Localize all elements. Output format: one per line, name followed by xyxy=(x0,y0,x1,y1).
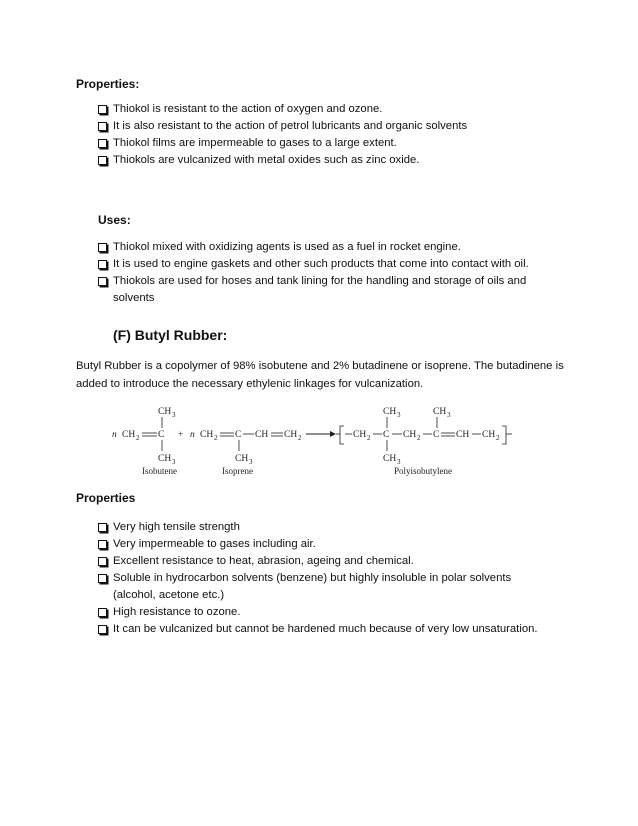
list-item: Excellent resistance to heat, abrasion, ageing and chemical. xyxy=(98,553,568,570)
svg-text:CH: CH xyxy=(433,407,447,417)
butyl-rubber-paragraph: Butyl Rubber is a copolymer of 98% isobutene and 2% butadinene or isoprene. The butadinene is added to introduce the necessary ethylenic linkages for vulcanization. xyxy=(76,360,564,390)
checkbox-bullet-icon xyxy=(98,574,107,583)
list-item: Thiokol films are impermeable to gases to a large extent. xyxy=(98,135,467,152)
svg-text:n: n xyxy=(112,430,117,440)
svg-text:C: C xyxy=(158,430,165,440)
svg-text:2: 2 xyxy=(136,434,140,442)
isobutene-label: Isobutene xyxy=(142,466,177,476)
list-item: Thiokol mixed with oxidizing agents is used as a fuel in rocket engine. xyxy=(98,239,558,256)
list-item: Very impermeable to gases including air. xyxy=(98,536,568,553)
butyl-properties-list xyxy=(98,519,568,638)
isoprene-label: Isoprene xyxy=(222,466,253,476)
svg-text:3: 3 xyxy=(172,411,176,419)
svg-text:CH: CH xyxy=(235,454,249,464)
checkbox-bullet-icon xyxy=(98,260,107,269)
list-item: Thiokols are used for hoses and tank lining for the handling and storage of oils and solvents xyxy=(98,273,543,307)
svg-text:CH: CH xyxy=(200,430,214,440)
list-item: It is also resistant to the action of petrol lubricants and organic solvents xyxy=(98,118,467,135)
svg-text:3: 3 xyxy=(397,458,401,466)
svg-text:3: 3 xyxy=(397,411,401,419)
polyisobutylene-label: Polyisobutylene xyxy=(394,466,452,476)
list-item: Soluble in hydrocarbon solvents (benzene) but highly insoluble in polar solvents (alcohol, acetone etc.) xyxy=(98,570,533,604)
svg-text:2: 2 xyxy=(367,434,371,442)
svg-text:CH: CH xyxy=(482,430,496,440)
svg-text:CH: CH xyxy=(383,454,397,464)
list-item: It is used to engine gaskets and other such products that come into contact with oil. xyxy=(98,256,558,273)
checkbox-bullet-icon xyxy=(98,122,107,131)
svg-text:2: 2 xyxy=(417,434,421,442)
checkbox-bullet-icon xyxy=(98,540,107,549)
list-item: Very high tensile strength xyxy=(98,519,568,536)
checkbox-bullet-icon xyxy=(98,105,107,114)
svg-text:CH: CH xyxy=(122,430,136,440)
butyl-properties-heading: Properties xyxy=(76,491,136,505)
svg-text:3: 3 xyxy=(447,411,451,419)
checkbox-bullet-icon xyxy=(98,557,107,566)
list-item: High resistance to ozone. xyxy=(98,604,568,621)
svg-text:2: 2 xyxy=(214,434,218,442)
list-item: Thiokols are vulcanized with metal oxides such as zinc oxide. xyxy=(98,152,467,169)
checkbox-bullet-icon xyxy=(98,277,107,286)
svg-text:n: n xyxy=(190,430,195,440)
svg-text:C: C xyxy=(383,430,390,440)
svg-text:CH: CH xyxy=(255,430,269,440)
checkbox-bullet-icon xyxy=(98,139,107,148)
svg-text:CH: CH xyxy=(158,407,172,417)
list-item: Thiokol is resistant to the action of oxygen and ozone. xyxy=(98,101,467,118)
uses-heading: Uses: xyxy=(98,213,131,227)
checkbox-bullet-icon xyxy=(98,156,107,165)
checkbox-bullet-icon xyxy=(98,523,107,532)
svg-text:2: 2 xyxy=(298,434,302,442)
svg-text:C: C xyxy=(235,430,242,440)
thiokol-properties-list xyxy=(98,101,467,169)
polymerization-reaction-diagram xyxy=(112,402,532,478)
checkbox-bullet-icon xyxy=(98,625,107,634)
svg-text:+: + xyxy=(178,430,184,440)
svg-text:CH: CH xyxy=(456,430,470,440)
butyl-rubber-title: (F) Butyl Rubber: xyxy=(113,327,228,343)
list-item: It can be vulcanized but cannot be hardened much because of very low unsaturation. xyxy=(98,621,568,638)
checkbox-bullet-icon xyxy=(98,608,107,617)
svg-text:3: 3 xyxy=(249,458,253,466)
svg-text:C: C xyxy=(433,430,440,440)
properties-heading: Properties: xyxy=(76,77,140,91)
checkbox-bullet-icon xyxy=(98,243,107,252)
svg-text:CH: CH xyxy=(403,430,417,440)
svg-text:CH: CH xyxy=(383,407,397,417)
svg-text:3: 3 xyxy=(172,458,176,466)
uses-list xyxy=(98,239,558,307)
svg-text:CH: CH xyxy=(158,454,172,464)
svg-text:CH: CH xyxy=(353,430,367,440)
svg-text:2: 2 xyxy=(496,434,500,442)
svg-text:CH: CH xyxy=(284,430,298,440)
